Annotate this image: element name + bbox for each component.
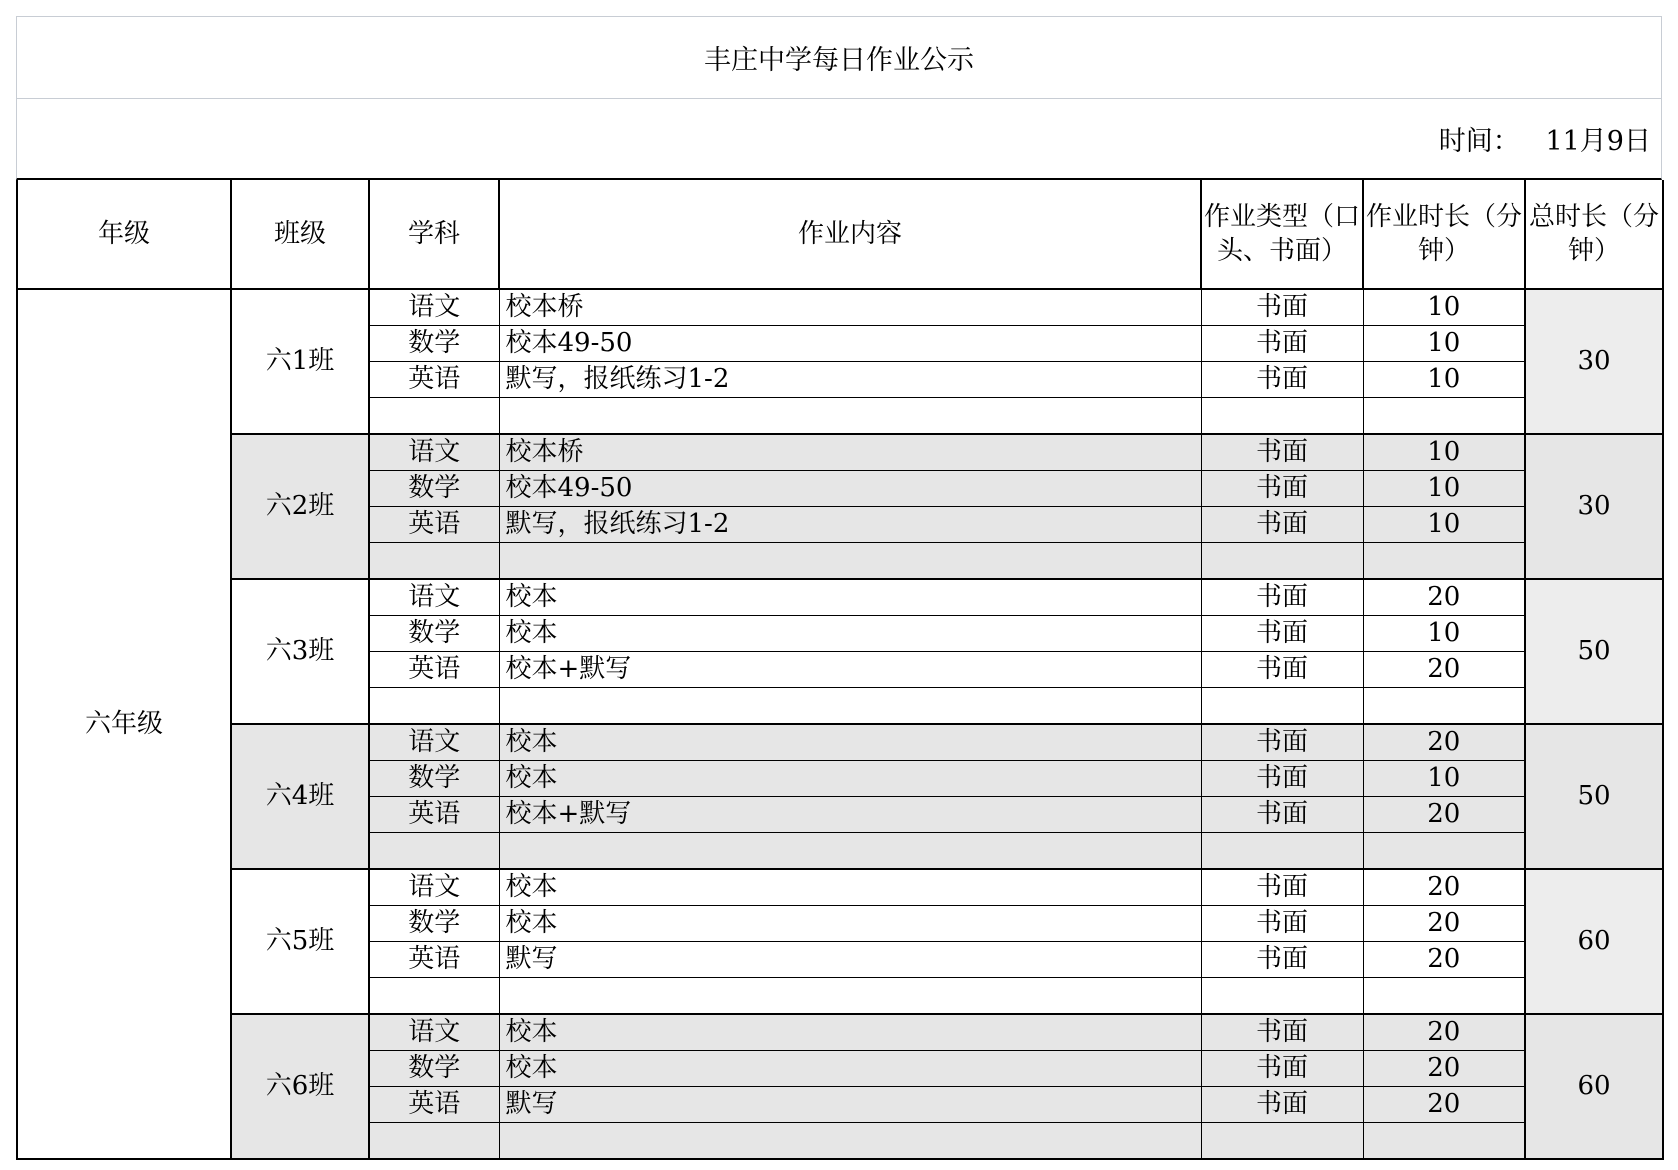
- sheet-title: [16, 16, 1662, 98]
- type-cell: [1201, 398, 1363, 435]
- grade-cell: 六年级: [17, 289, 231, 1159]
- table-row: [17, 724, 1663, 761]
- subject-cell: 数学: [369, 471, 499, 507]
- duration-cell: 20: [1363, 906, 1525, 942]
- type-cell: 书面: [1201, 616, 1363, 652]
- header-duration: 作业时长（分钟）: [1363, 180, 1525, 289]
- table-row: [17, 434, 1663, 471]
- duration-cell: 20: [1363, 579, 1525, 616]
- duration-cell: [1363, 543, 1525, 580]
- subject-cell: 语文: [369, 724, 499, 761]
- date-value: 11月9日: [1545, 126, 1651, 157]
- subject-cell: 语文: [369, 289, 499, 326]
- content-cell: [499, 1123, 1201, 1160]
- type-cell: [1201, 543, 1363, 580]
- type-cell: 书面: [1201, 942, 1363, 978]
- header-grade: 年级: [17, 180, 231, 289]
- subject-cell: [369, 1123, 499, 1160]
- title-text: 丰庄中学每日作业公示: [704, 45, 974, 76]
- type-cell: 书面: [1201, 761, 1363, 797]
- subject-cell: 英语: [369, 797, 499, 833]
- duration-cell: 20: [1363, 1051, 1525, 1087]
- type-cell: 书面: [1201, 579, 1363, 616]
- type-cell: 书面: [1201, 797, 1363, 833]
- content-cell: 默写，报纸练习1-2: [499, 507, 1201, 543]
- subject-cell: 英语: [369, 507, 499, 543]
- content-cell: 校本+默写: [499, 797, 1201, 833]
- class-cell: 六4班: [231, 724, 369, 869]
- content-cell: 校本桥: [499, 289, 1201, 326]
- content-cell: 校本: [499, 761, 1201, 797]
- class-cell: 六5班: [231, 869, 369, 1014]
- total-cell: 50: [1525, 579, 1663, 724]
- content-cell: 校本: [499, 616, 1201, 652]
- duration-cell: 20: [1363, 724, 1525, 761]
- type-cell: 书面: [1201, 652, 1363, 688]
- subject-cell: [369, 978, 499, 1015]
- duration-cell: 10: [1363, 471, 1525, 507]
- header-total: 总时长（分钟）: [1525, 180, 1663, 289]
- subject-cell: 英语: [369, 942, 499, 978]
- content-cell: 校本: [499, 906, 1201, 942]
- content-cell: 校本: [499, 579, 1201, 616]
- content-cell: 校本: [499, 724, 1201, 761]
- duration-cell: 20: [1363, 652, 1525, 688]
- type-cell: 书面: [1201, 1087, 1363, 1123]
- class-cell: 六1班: [231, 289, 369, 434]
- header-row: [17, 180, 1663, 289]
- content-cell: 校本: [499, 869, 1201, 906]
- duration-cell: [1363, 688, 1525, 725]
- duration-cell: [1363, 833, 1525, 870]
- duration-cell: 10: [1363, 761, 1525, 797]
- duration-cell: 20: [1363, 1087, 1525, 1123]
- subject-cell: 英语: [369, 362, 499, 398]
- duration-cell: 10: [1363, 326, 1525, 362]
- type-cell: 书面: [1201, 869, 1363, 906]
- header-subject: 学科: [369, 180, 499, 289]
- content-cell: 校本: [499, 1014, 1201, 1051]
- total-cell: 30: [1525, 289, 1663, 434]
- type-cell: 书面: [1201, 289, 1363, 326]
- homework-sheet: [16, 16, 1662, 1160]
- table-row: [17, 579, 1663, 616]
- content-cell: 默写: [499, 1087, 1201, 1123]
- duration-cell: [1363, 1123, 1525, 1160]
- table-row: [17, 869, 1663, 906]
- type-cell: [1201, 1123, 1363, 1160]
- class-cell: 六2班: [231, 434, 369, 579]
- content-cell: 校本49-50: [499, 326, 1201, 362]
- subject-cell: 数学: [369, 761, 499, 797]
- subject-cell: 英语: [369, 1087, 499, 1123]
- subject-cell: [369, 398, 499, 435]
- content-cell: 默写: [499, 942, 1201, 978]
- content-cell: [499, 398, 1201, 435]
- total-cell: 60: [1525, 1014, 1663, 1159]
- type-cell: [1201, 688, 1363, 725]
- subject-cell: 数学: [369, 906, 499, 942]
- subject-cell: 语文: [369, 869, 499, 906]
- duration-cell: [1363, 398, 1525, 435]
- table-row: [17, 289, 1663, 326]
- duration-cell: 10: [1363, 362, 1525, 398]
- total-cell: 60: [1525, 869, 1663, 1014]
- duration-cell: [1363, 978, 1525, 1015]
- duration-cell: 20: [1363, 942, 1525, 978]
- duration-cell: 10: [1363, 434, 1525, 471]
- duration-cell: 10: [1363, 616, 1525, 652]
- type-cell: 书面: [1201, 724, 1363, 761]
- duration-cell: 20: [1363, 797, 1525, 833]
- content-cell: 校本+默写: [499, 652, 1201, 688]
- type-cell: 书面: [1201, 507, 1363, 543]
- subject-cell: 数学: [369, 616, 499, 652]
- subject-cell: [369, 543, 499, 580]
- type-cell: 书面: [1201, 362, 1363, 398]
- duration-cell: 20: [1363, 869, 1525, 906]
- class-cell: 六3班: [231, 579, 369, 724]
- subject-cell: 数学: [369, 1051, 499, 1087]
- subject-cell: 数学: [369, 326, 499, 362]
- table-row: [17, 1014, 1663, 1051]
- content-cell: [499, 543, 1201, 580]
- content-cell: [499, 978, 1201, 1015]
- type-cell: 书面: [1201, 471, 1363, 507]
- total-cell: 50: [1525, 724, 1663, 869]
- table-body: [17, 289, 1663, 1159]
- subject-cell: [369, 688, 499, 725]
- type-cell: 书面: [1201, 1051, 1363, 1087]
- subject-cell: 语文: [369, 434, 499, 471]
- content-cell: 校本桥: [499, 434, 1201, 471]
- subject-cell: 语文: [369, 579, 499, 616]
- type-cell: 书面: [1201, 1014, 1363, 1051]
- subject-cell: 英语: [369, 652, 499, 688]
- header-class: 班级: [231, 180, 369, 289]
- type-cell: 书面: [1201, 434, 1363, 471]
- duration-cell: 20: [1363, 1014, 1525, 1051]
- homework-table: [16, 180, 1664, 1160]
- date-row: [16, 98, 1662, 180]
- subject-cell: [369, 833, 499, 870]
- date-label: 时间：: [1438, 126, 1520, 157]
- content-cell: [499, 688, 1201, 725]
- content-cell: [499, 833, 1201, 870]
- class-cell: 六6班: [231, 1014, 369, 1159]
- type-cell: 书面: [1201, 906, 1363, 942]
- content-cell: 校本49-50: [499, 471, 1201, 507]
- duration-cell: 10: [1363, 289, 1525, 326]
- content-cell: 默写，报纸练习1-2: [499, 362, 1201, 398]
- content-cell: 校本: [499, 1051, 1201, 1087]
- type-cell: [1201, 833, 1363, 870]
- type-cell: 书面: [1201, 326, 1363, 362]
- total-cell: 30: [1525, 434, 1663, 579]
- duration-cell: 10: [1363, 507, 1525, 543]
- type-cell: [1201, 978, 1363, 1015]
- header-type: 作业类型（口头、书面）: [1201, 180, 1363, 289]
- subject-cell: 语文: [369, 1014, 499, 1051]
- header-content: 作业内容: [499, 180, 1201, 289]
